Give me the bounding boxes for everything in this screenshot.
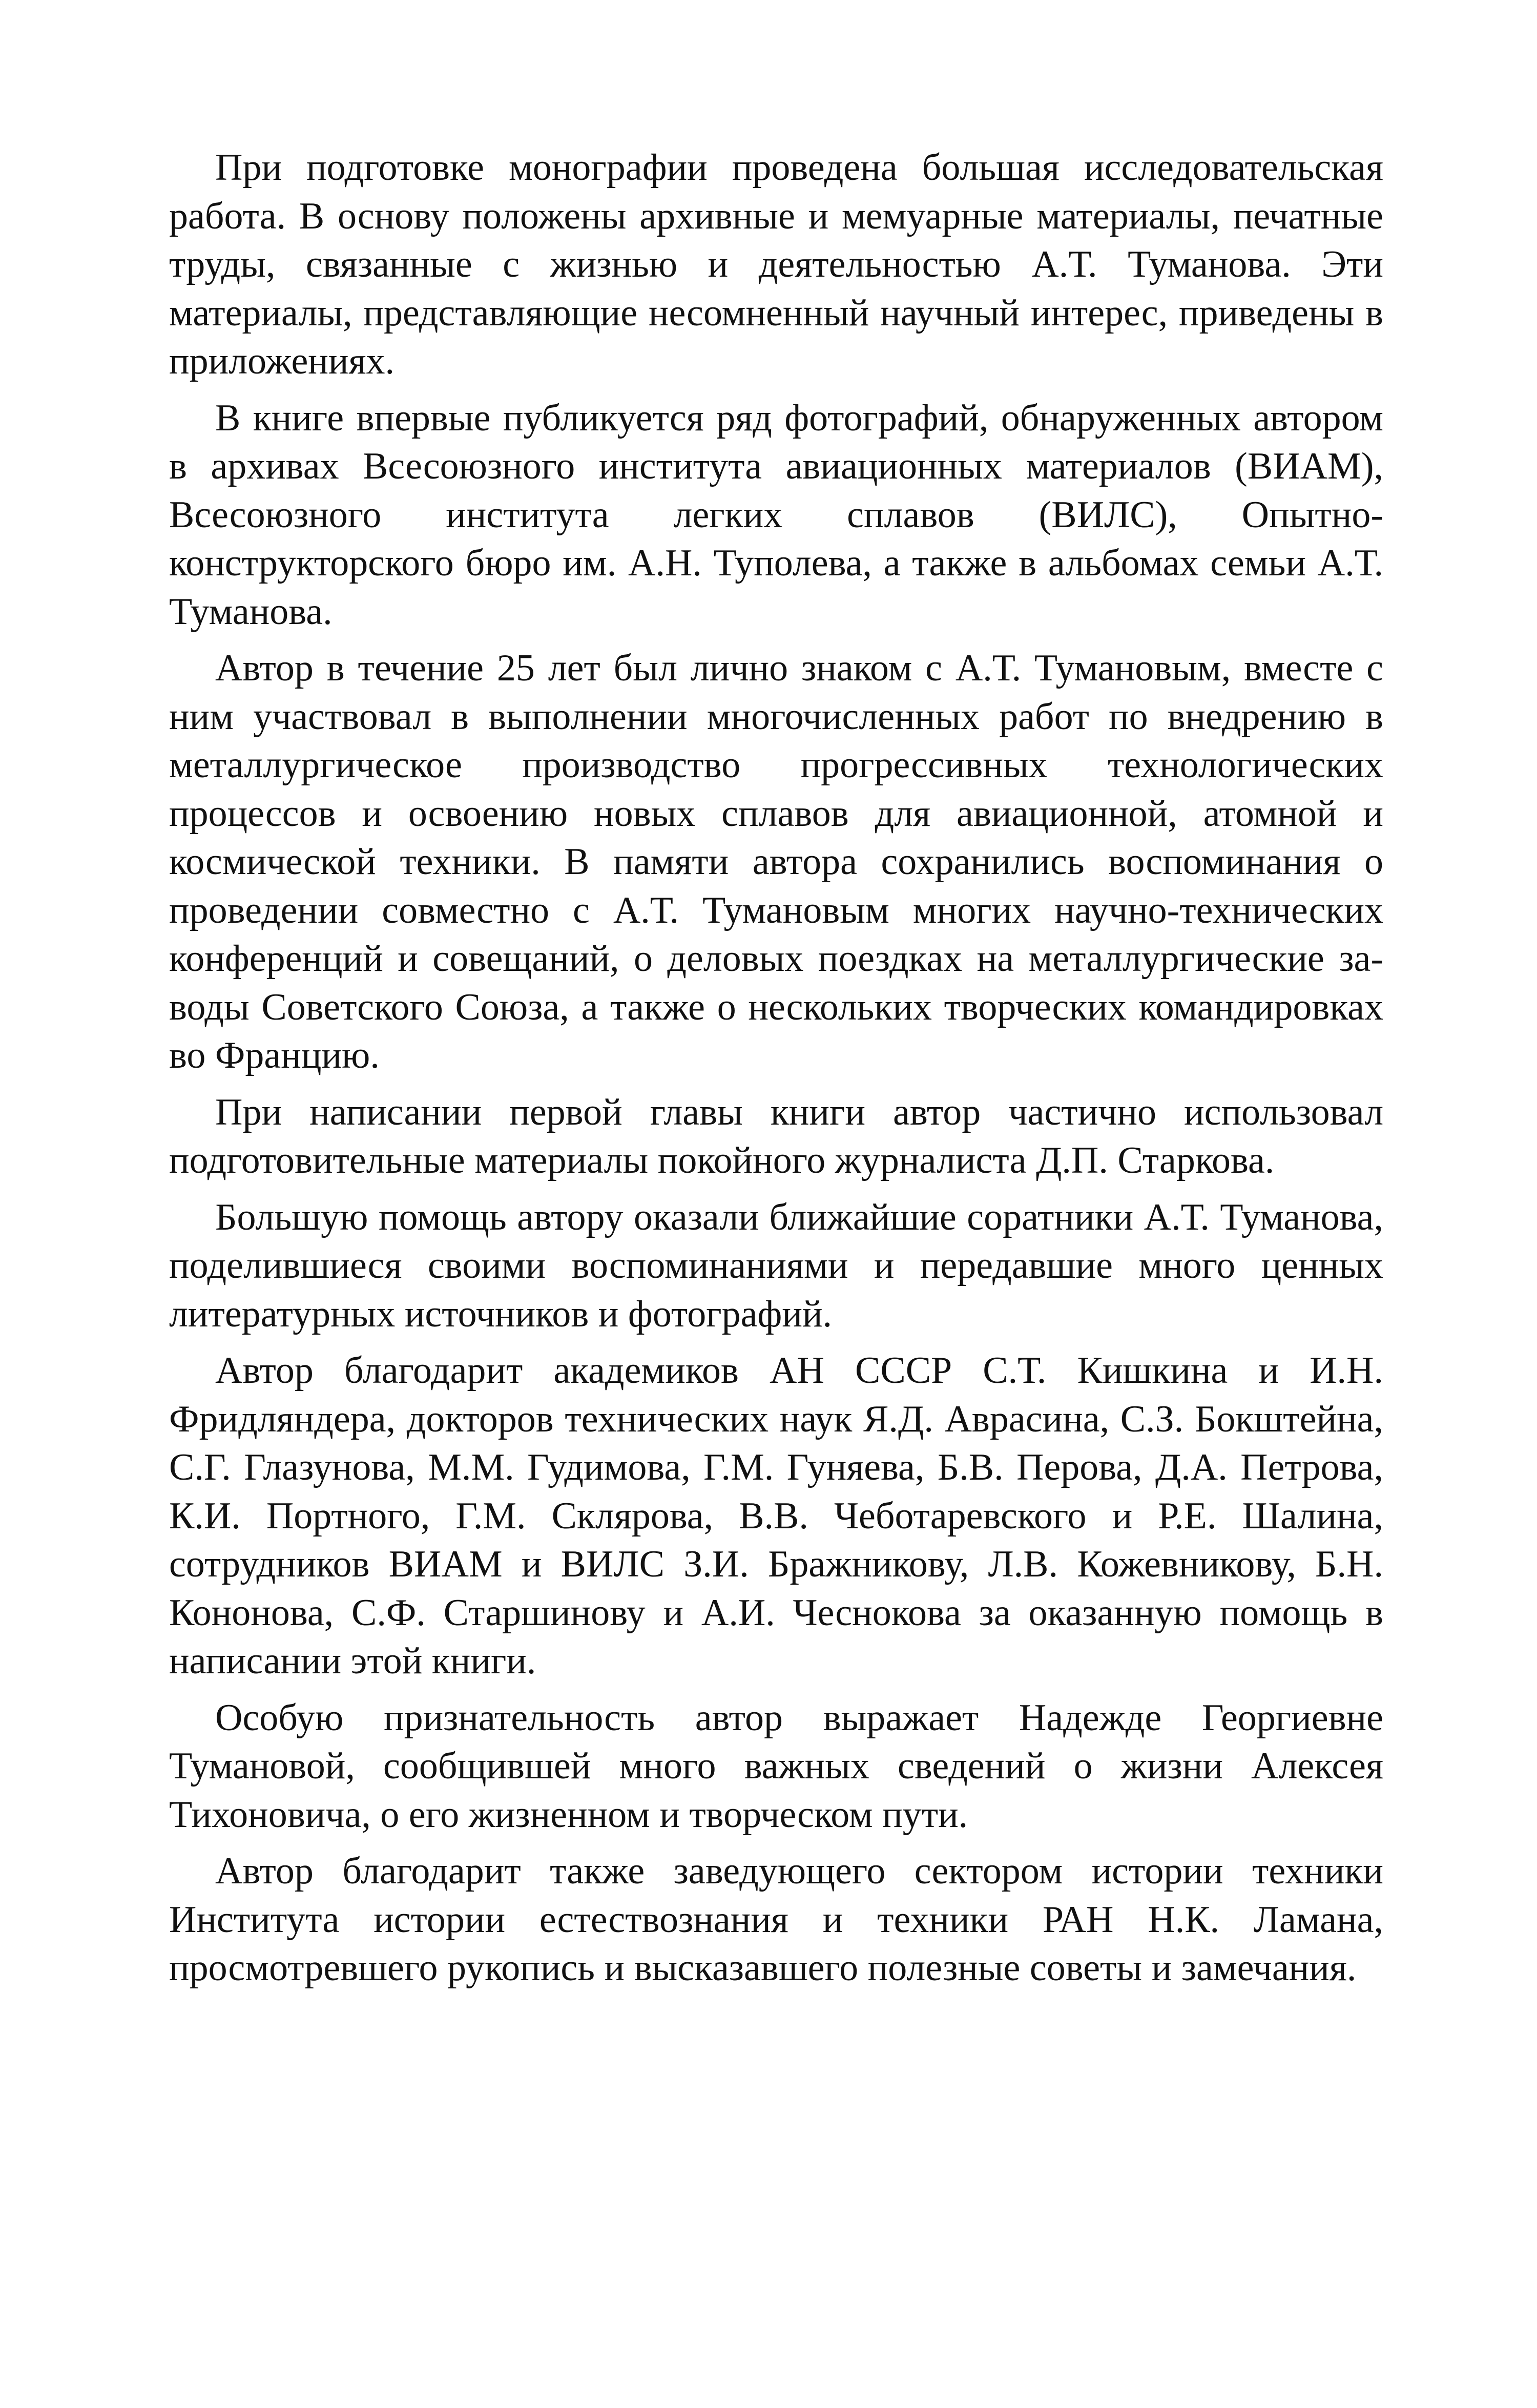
paragraph-2: В книге впервые публикуется ряд фотографий, обнаруженных автором в архивах Всесоюзного института авиационных материалов (ВИАМ), Всесоюзного института легких сплавов (ВИЛС), Опытно-конструкторского бюро им. А.Н. Туполева, а также в альбомах семьи А.Т. Туманова. — [169, 397, 1383, 633]
paragraph-1: При подготовке монографии проведена большая исследовательская работа. В основу положены архивные и мемуарные материалы, печатные труды, связанные с жизнью и деятельностью А.Т. Туманова. Эти материалы, представляющие несомненный научный интерес, приведены в приложениях. — [169, 147, 1383, 382]
paragraph-3: Автор в течение 25 лет был лично знаком с А.Т. Тумановым, вместе с ним участвовал в выполнении многочисленных работ по внедрению в металлургическое производство прогрессивных технологических процессов и освоению новых сплавов для авиационной, атомной и космической техники. В памяти автора сохранились воспоминания о проведении совместно с А.Т. Тумановым многих научно-технических конференций и совещаний, о деловых поездках на металлургические заводы Советского Союза, а также о нескольких творческих командировках во Францию. — [169, 647, 1383, 1076]
paragraph-5: Большую помощь автору оказали ближайшие соратники А.Т. Туманова, поделившиеся своими воспоминаниями и передавшие много ценных литературных источников и фотографий. — [169, 1196, 1383, 1335]
paragraph-4: При написании первой главы книги автор частично использовал подготовительные материалы покойного журналиста Д.П. Старкова. — [169, 1091, 1383, 1181]
paragraph-7: Особую признательность автор выражает Надежде Георгиевне Тумановой, сообщившей много важных сведений о жизни Алексея Тихоновича, о его жизненном и творческом пути. — [169, 1696, 1383, 1836]
paragraph-6: Автор благодарит академиков АН СССР С.Т. Кишкина и И.Н. Фридляндера, докторов технических наук Я.Д. Аврасина, С.З. Бокштейна, С.Г. Глазунова, М.М. Гудимова, Г.М. Гуняева, Б.В. Перова, Д.А. Петрова, К.И. Портного, Г.М. Склярова, В.В. Чеботаревского и Р.Е. Шалина, сотрудников ВИАМ и ВИЛС З.И. Бражникову, Л.В. Кожевникову, Б.Н. Кононова, С.Ф. Старшинову и А.И. Чеснокова за оказанную помощь в написании этой книги. — [169, 1350, 1383, 1682]
document-page — [169, 143, 1383, 2254]
paragraph-8: Автор благодарит также заведующего сектором истории техники Института истории естествознания и техники РАН Н.К. Ламана, просмотревшего рукопись и высказавшего полезные советы и замечания. — [169, 1850, 1383, 1989]
